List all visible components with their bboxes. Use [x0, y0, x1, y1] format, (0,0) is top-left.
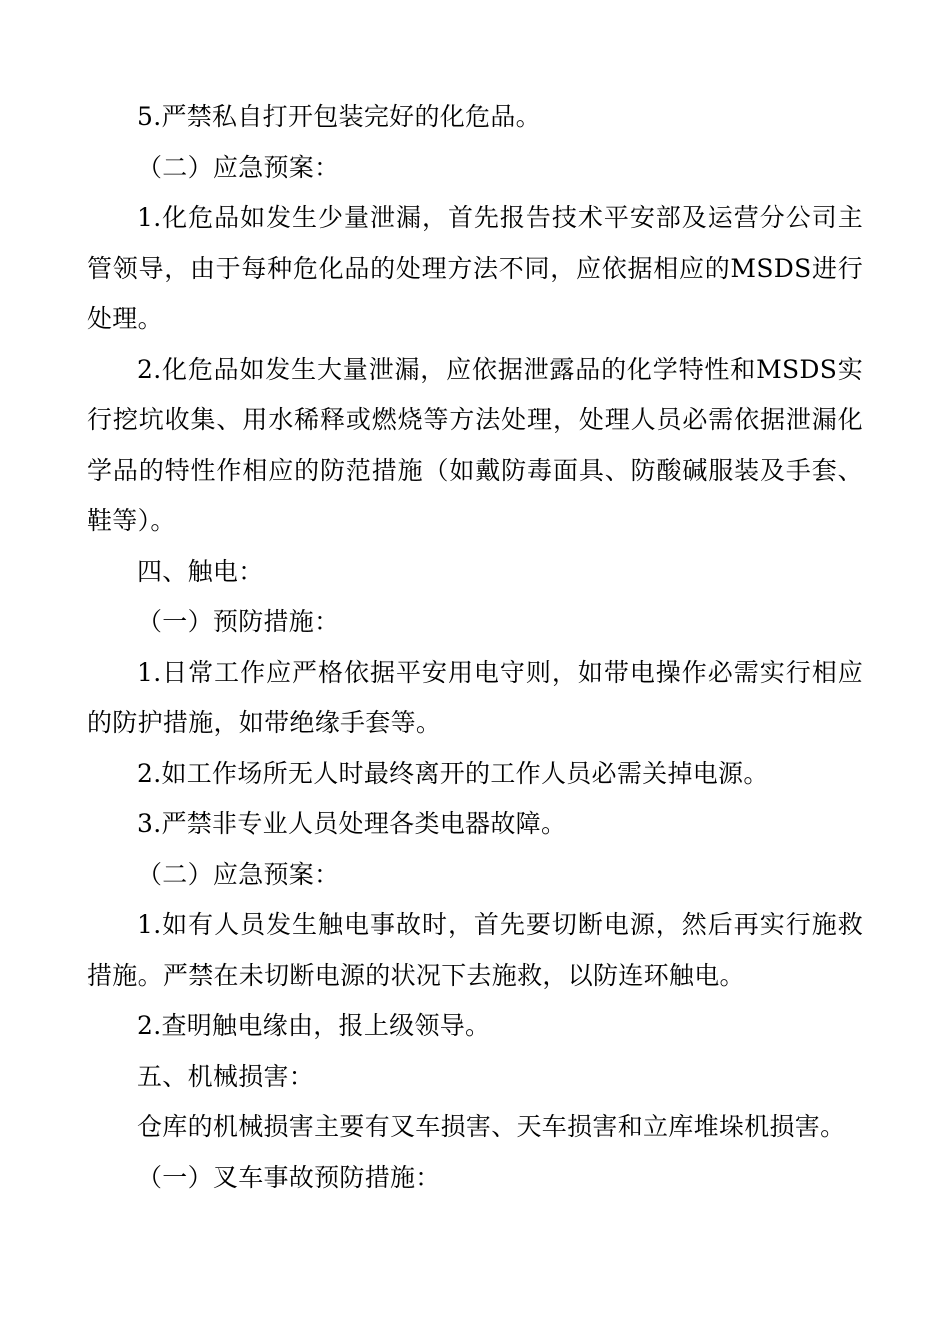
- heading-mechanical-injury: 五、机械损害：: [137, 1061, 315, 1091]
- heading-forklift-prevention: （一）叉车事故预防措施：: [137, 1162, 441, 1192]
- heading-electric-shock: 四、触电：: [137, 556, 264, 586]
- heading-emergency-plan-2: （二）应急预案：: [137, 859, 340, 889]
- paragraph-cut-power-first: 1.如有人员发生触电事故时，首先要切断电源，然后再实行施救措施。严禁在未切断电源的状况下去施救，以防连环触电。: [87, 910, 863, 990]
- paragraph-mechanical-types: 仓库的机械损害主要有叉车损害、天车损害和立库堆垛机损害。: [137, 1112, 846, 1141]
- paragraph-safe-electricity: 1.日常工作应严格依据平安用电守则，如带电操作必需实行相应的防护措施，如带绝缘手套等。: [87, 657, 863, 737]
- paragraph-large-leak: 2.化危品如发生大量泄漏，应依据泄露品的化学特性和MSDS实行挖坑收集、用水稀释或燃烧等方法处理，处理人员必需依据泄漏化学品的特性作相应的防范措施（如戴防毒面具、防酸碱服装及手套、鞋等）。: [87, 354, 863, 535]
- paragraph-switch-off-power: 2.如工作场所无人时最终离开的工作人员必需关掉电源。: [137, 758, 769, 788]
- paragraph-small-leak: 1.化危品如发生少量泄漏，首先报告技术平安部及运营分公司主管领导，由于每种危化品的处理方法不同，应依据相应的MSDS进行处理。: [87, 203, 863, 333]
- paragraph-report-cause: 2.查明触电缘由，报上级领导。: [137, 1011, 491, 1040]
- paragraph-prohibit-opening: 5.严禁私自打开包装完好的化危品。: [137, 102, 541, 131]
- heading-prevention-measures: （一）预防措施：: [137, 607, 340, 636]
- heading-emergency-plan-1: （二）应急预案：: [137, 152, 340, 182]
- document-body: [87, 92, 863, 1203]
- paragraph-no-unqualified-repair: 3.严禁非专业人员处理各类电器故障。: [137, 809, 567, 838]
